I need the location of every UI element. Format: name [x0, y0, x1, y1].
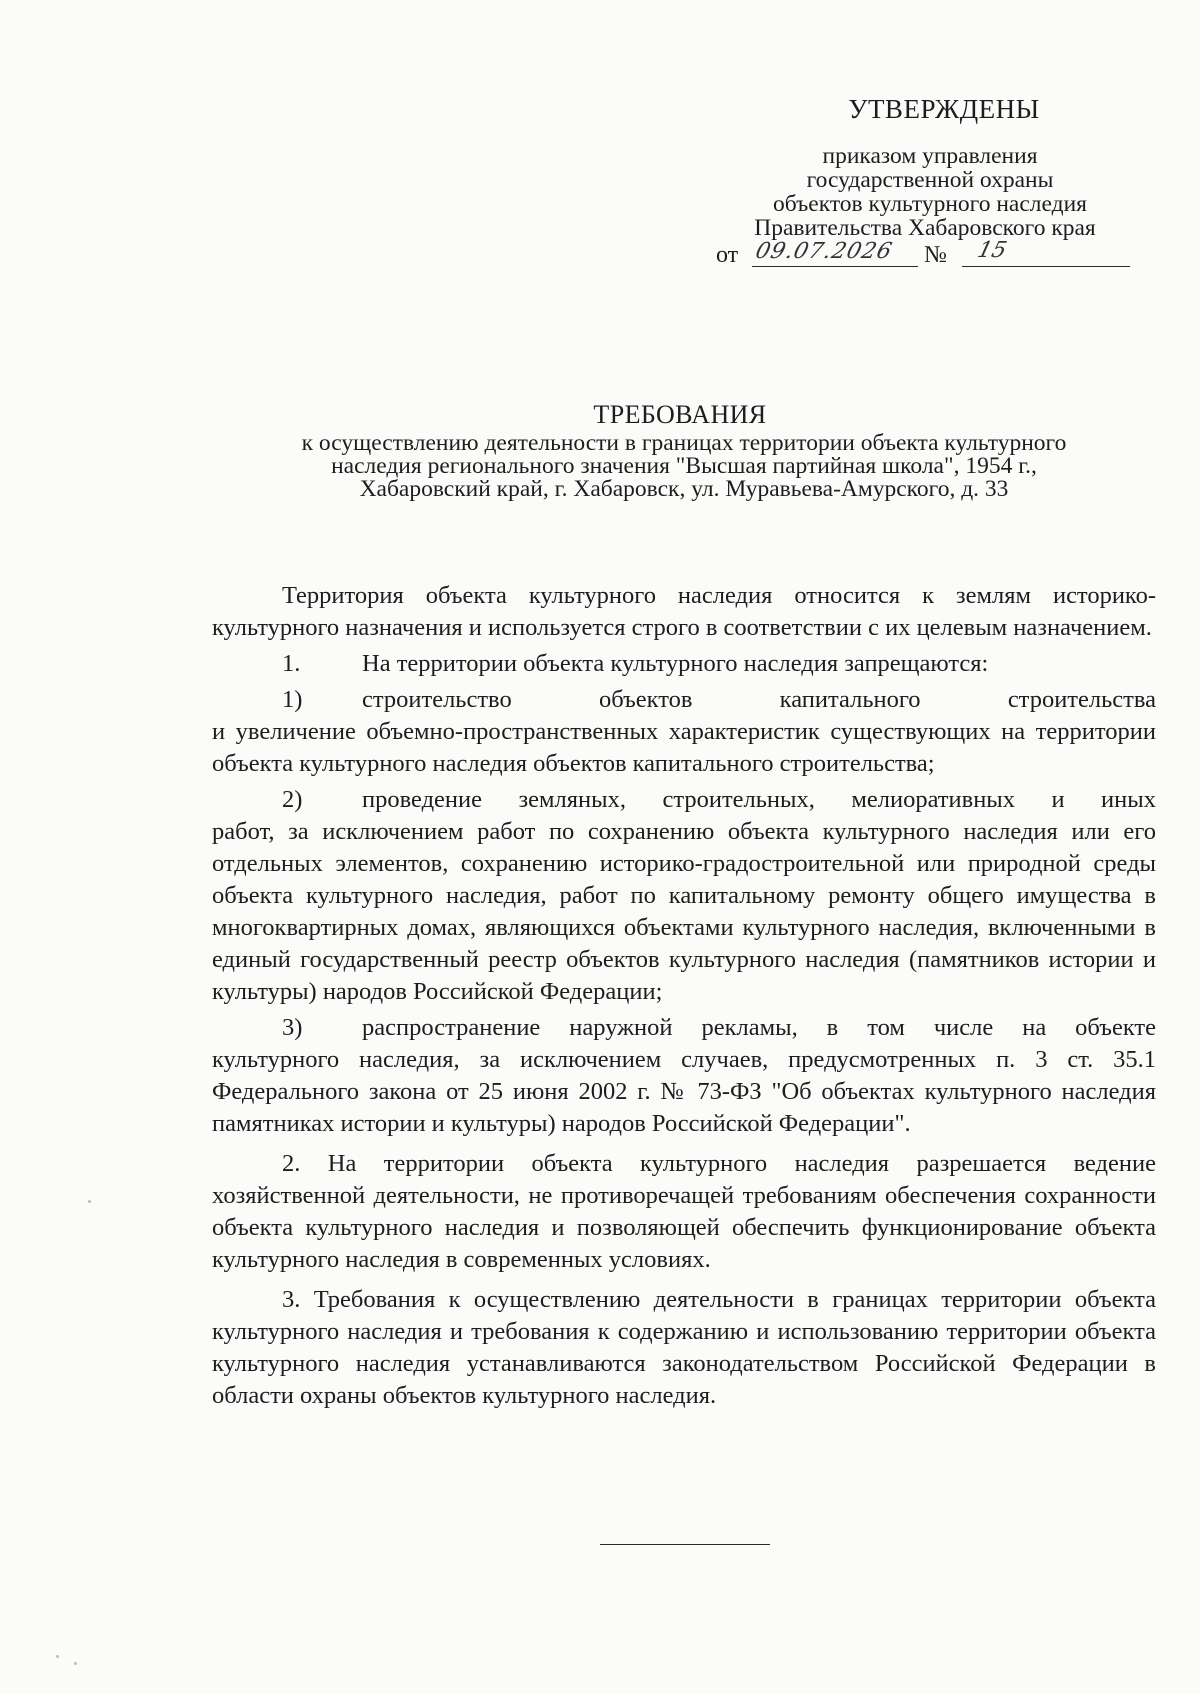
subitem-number: 1)	[282, 686, 303, 713]
subitem-number: 2)	[282, 786, 303, 813]
subtitle-line: наследия регионального значения "Высшая партийная школа", 1954 г.,	[331, 453, 1037, 479]
date-underline	[752, 266, 918, 267]
subtitle-line: к осуществлению деятельности в границах территории объекта культурного	[301, 430, 1067, 456]
item-2-paragraph: 2. На территории объекта культурного наследия разрешается ведение хозяйственной деятельности, не противоречащей требованиям обеспечения сохранности объекта культурного наследия и позволяющей обеспечить функционирование объекта культурного наследия в современных условиях.	[212, 1150, 1156, 1273]
approval-line: Правительства Хабаровского края	[754, 215, 1096, 241]
subitem-text: строительство объектов капитального строительства	[362, 686, 1156, 713]
scan-speck	[74, 1662, 77, 1665]
approval-line: государственной охраны	[806, 167, 1054, 193]
subitem-3-first-line	[212, 1012, 1156, 1044]
item-text: На территории объекта культурного наследия запрещаются:	[362, 650, 989, 677]
document-body	[212, 580, 1156, 1412]
subitem-3-continuation: культурного наследия, за исключением случаев, предусмотренных п. 3 ст. 35.1 Федерального закона от 25 июня 2002 г. № 73-ФЗ "Об объектах культурного наследия памятниках истории и культуры) народов Российской Федерации".	[212, 1046, 1156, 1137]
item-3-paragraph: 3. Требования к осуществлению деятельности в границах территории объекта культурного наследия и требования к содержанию и использованию территории объекта культурного наследия устанавливаются законодательством Российской Федерации в области охраны объектов культурного наследия.	[212, 1286, 1156, 1409]
approval-line: объектов культурного наследия	[773, 191, 1087, 217]
document-subtitle	[234, 432, 1134, 501]
subitem-2-continuation: работ, за исключением работ по сохранению объекта культурного наследия или его отдельных элементов, сохранению историко-градостроительной или природной среды объекта культурного наследия, работ по капитальному ремонту общего имущества в многоквартирных домах, являющихся объектами культурного наследия, включенными в единый государственный реестр объектов культурного наследия (памятников истории и культуры) народов Российской Федерации;	[212, 818, 1156, 1005]
number-underline	[962, 266, 1130, 267]
subitem-number: 3)	[282, 1014, 303, 1041]
handwritten-number: 15	[974, 238, 1010, 263]
subtitle-line: Хабаровский край, г. Хабаровск, ул. Муравьева-Амурского, д. 33	[359, 476, 1009, 502]
handwritten-date: 09.07.2026	[752, 239, 896, 264]
item-number: 1.	[282, 650, 301, 677]
subitem-text: распространение наружной рекламы, в том числе на объекте	[362, 1014, 1156, 1041]
item-1	[212, 648, 1156, 680]
end-separator-line	[600, 1544, 770, 1545]
approval-date-number	[716, 240, 1136, 272]
intro-paragraph: Территория объекта культурного наследия относится к землям историко-культурного назначения и используется строго в соответствии с их целевым назначением.	[212, 582, 1156, 641]
approval-title: УТВЕРЖДЕНЫ	[848, 94, 1040, 124]
subitem-text: проведение земляных, строительных, мелиоративных и иных	[362, 786, 1156, 813]
subitem-1-first-line	[212, 684, 1156, 716]
subitem-1-continuation: и увеличение объемно-пространственных характеристик существующих на территории объекта культурного наследия объектов капитального строительства;	[212, 718, 1156, 777]
scan-speck	[56, 1655, 59, 1658]
approval-line: приказом управления	[822, 143, 1038, 169]
scan-speck	[88, 1200, 91, 1203]
approval-issuer	[700, 144, 1160, 240]
number-label: №	[924, 242, 947, 268]
approval-block	[700, 92, 1160, 240]
document-title: ТРЕБОВАНИЯ	[593, 400, 767, 429]
from-label: от	[716, 242, 739, 268]
subitem-2-first-line	[212, 784, 1156, 816]
